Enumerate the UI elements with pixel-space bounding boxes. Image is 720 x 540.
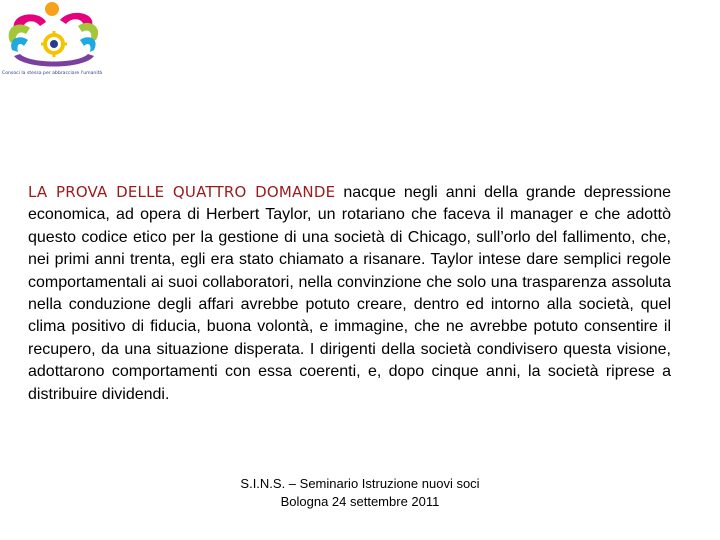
footer-line-1: S.I.N.S. – Seminario Istruzione nuovi soci <box>240 476 480 491</box>
paragraph-lead: LA PROVA DELLE QUATTRO DOMANDE <box>28 183 336 201</box>
footer-line-2: Bologna 24 settembre 2011 <box>280 494 440 509</box>
body-paragraph <box>28 181 671 406</box>
paragraph-body: nacque negli anni della grande depressione economica, ad opera di Herbert Taylor, un rotariano che faceva il manager e che adottò questo codice etico per la gestione di una società di Chicago, sull’orlo del fallimento, che, nei primi anni trenta, egli era stato chiamato a risanare. Taylor intese dare semplici regole comportamentali ai suoi collaboratori, nella convinzione che solo una trasparenza assoluta nella conduzione degli affari avrebbe potuto creare, dentro ed intorno alla società, quel clima positivo di fiducia, buona volontà, e immagine, che ne avrebbe potuto consentire il recupero, da una situazione disperata. I dirigenti della società condivisero questa visione, adottarono comportamenti con essa coerenti, e, dopo cinque anni, la società riprese a distribuire dividendi. <box>28 184 671 403</box>
footer <box>160 475 560 511</box>
logo-caption: Consoci la stessa per abbracciare l'umanità <box>2 71 103 76</box>
logo-emblem <box>0 0 110 72</box>
logo <box>0 0 110 82</box>
